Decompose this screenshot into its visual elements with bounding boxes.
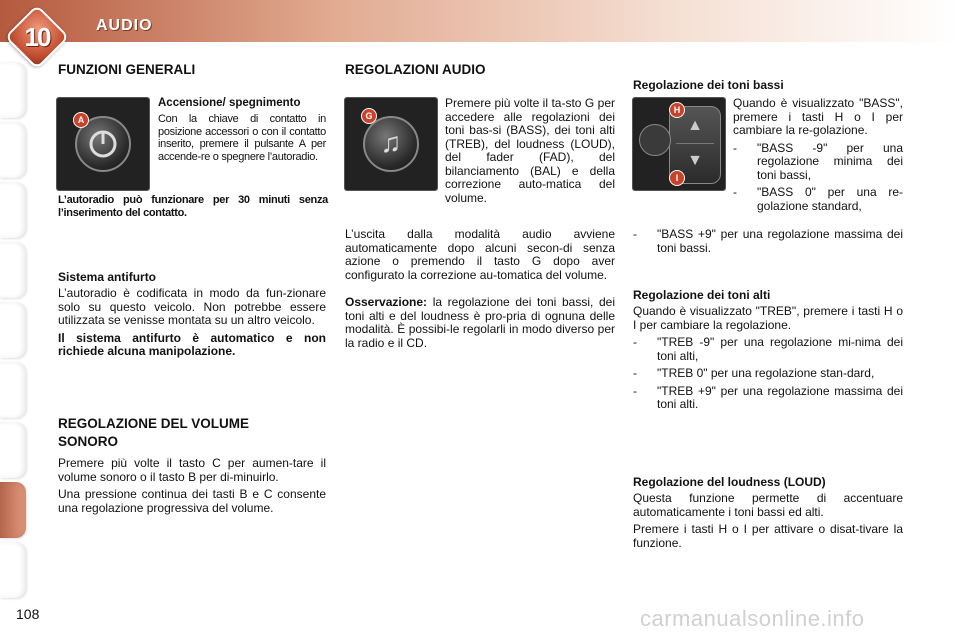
volume-title-line2: SONORO [58,434,119,449]
side-tab[interactable] [0,422,26,478]
side-knob [639,124,671,156]
volume-p2: Una pressione continua dei tasti B e C consente una regolazione progressiva del volume. [58,487,326,515]
page-number: 108 [16,606,40,622]
treble-item: - "TREB -9" per una regolazione mi-nima dei toni alti, [633,335,903,363]
side-tab-active[interactable] [0,482,26,538]
side-tabs [0,62,30,602]
side-tab[interactable] [0,122,26,178]
side-tab[interactable] [0,542,26,598]
loudness-p2: Premere i tasti H o I per attivare o disat-tivare la funzione. [633,522,903,550]
treble-item: - "TREB 0" per una regolazione stan-dard, [633,367,903,381]
audio-exit: L’uscita dalla modalità audio avviene automaticamente dopo alcuni secon-di senza azione o premendo il tasto G dopo aver configurato la correzione au-tomatica del volume. [345,227,615,282]
side-tab[interactable] [0,242,26,298]
audio-intro: Premere più volte il ta-sto G per accedere alle regolazioni dei toni bas-si (BASS), dei toni alti (TREB), del loudness (LOUD), del fader (FAD), del bilanciamento (BAL) e della correzione auto-matica del volume. [445,96,615,205]
volume-title-line1: REGOLAZIONE DEL VOLUME [58,416,250,431]
watermark: carmanualsonline.info [640,606,865,631]
treble-item-text: "TREB +9" per una regolazione massima dei toni alti. [657,383,903,411]
bass-item: - "BASS 0" per una re-golazione standard, [733,185,903,213]
section-title-audio-settings: REGOLAZIONI AUDIO [345,62,486,77]
side-tab[interactable] [0,362,26,418]
power-heading: Accensione/ spegnimento [158,97,301,109]
bass-treble-buttons-photo [632,97,726,191]
bass-item-text: "BASS -9" per una regolazione minima dei toni bassi, [757,140,903,182]
treble-item-text: "TREB -9" per una regolazione mi-nima dei toni alti, [657,335,903,363]
arrow-down-icon: ▼ [687,152,703,169]
arrow-up-icon: ▲ [687,117,703,134]
callout-h: H [669,102,685,118]
treble-item-text: "TREB 0" per una regolazione stan-dard, [657,366,875,380]
treble-intro: Quando è visualizzato "TREB", premere i tasti H o I per cambiare la regolazione. [633,304,903,332]
loudness-heading: Regolazione del loudness (LOUD) [633,475,826,489]
power-note: L’autoradio può funzionare per 30 minuti senza l’inserimento del contatto. [58,194,328,219]
side-tab[interactable] [0,62,26,118]
bass-item-text: "BASS +9" per una regolazione massima dei toni bassi. [657,227,903,255]
chapter-number: 10 [24,22,50,52]
antitheft-bold: Il sistema antifurto è automatico e non richiede alcuna manipolazione. [58,330,326,358]
power-button-photo [56,97,150,191]
side-tab[interactable] [0,302,26,358]
treble-heading: Regolazione dei toni alti [633,288,771,302]
antitheft-text: L’autoradio è codificata in modo da fun-zionare solo su questo veicolo. Non potrebbe essere utilizzata se venisse montata su un altro veicolo. [58,286,326,327]
section-title-general-functions: FUNZIONI GENERALI [58,62,196,77]
audio-button-photo [344,97,438,191]
audio-note-label: Osservazione: [345,295,428,309]
side-tab[interactable] [0,182,26,238]
bass-item: - "BASS +9" per una regolazione massima dei toni bassi. [633,227,903,255]
volume-p1: Premere più volte il tasto C per aumen-tare il volume sonoro o il tasto B per di-minuirlo. [58,456,326,484]
callout-i: I [669,170,685,186]
bass-heading: Regolazione dei toni bassi [633,78,784,92]
audio-note-text: la regolazione dei toni bassi, dei toni alti e del loudness è pro-pria di ognuna delle modalità. È possibi-le regolarli in modo diverso per la radio e il CD. [345,295,615,350]
audio-knob [363,116,419,172]
bass-intro: Quando è visualizzato "BASS", premere i tasti H o I per cambiare la re-golazione. [733,96,903,137]
page-title: AUDIO [96,17,153,34]
treble-item: - "TREB +9" per una regolazione massima dei toni alti. [633,383,903,411]
power-text: Con la chiave di contatto in posizione accessori o con il contatto inserito, premere il pulsante A per accende-re o spegnere l’autoradio. [158,113,326,163]
bass-item: - "BASS -9" per una regolazione minima dei toni bassi, [733,140,903,182]
loudness-p1: Questa funzione permette di accentuare automaticamente i toni bassi ed alti. [633,491,903,519]
callout-g: G [361,108,377,124]
music-note-icon: ♫ [380,127,402,158]
antitheft-heading: Sistema antifurto [58,270,157,284]
bass-item-text: "BASS 0" per una re-golazione standard, [757,185,903,213]
callout-a: A [73,112,89,128]
